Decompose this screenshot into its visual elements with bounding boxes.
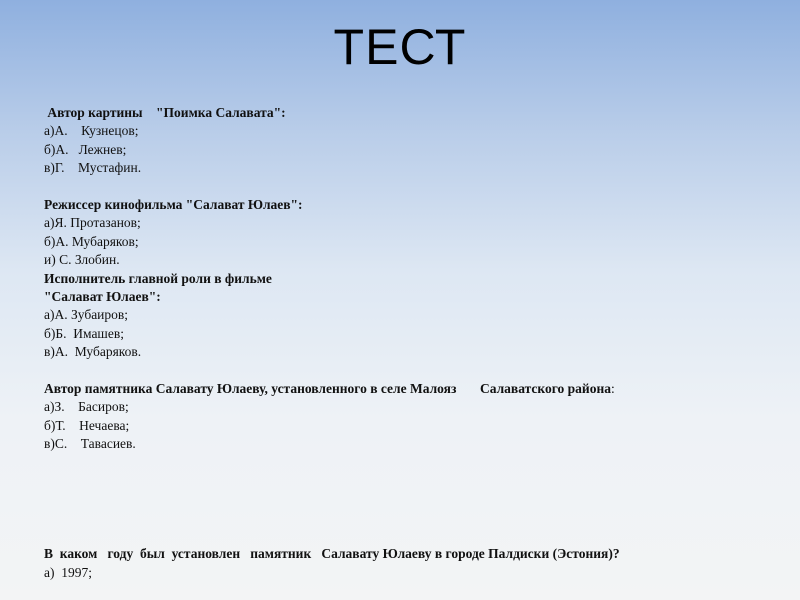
answer-option: в)А. Мубаряков. xyxy=(44,344,142,360)
question-main: Автор памятника Салавату Юлаеву, установленного в селе Малояз Салаватского района xyxy=(44,380,611,396)
spacer xyxy=(44,178,784,196)
answer-option: в)Г. Мустафин. xyxy=(44,160,142,176)
answer-option: б)Б. Имашев; xyxy=(44,325,124,341)
question-block-5 xyxy=(44,545,784,582)
answer-option: а)А. Зубаиров; xyxy=(44,307,129,323)
answer-option: а)А. Кузнецов; xyxy=(44,123,139,139)
question-text: В каком году был установлен памятник Салавату Юлаеву в городе Палдиски (Эстония)? xyxy=(44,546,620,562)
question-block-3 xyxy=(44,270,784,362)
answer-option: а)З. Басиров; xyxy=(44,399,129,415)
question-text: Автор картины "Поимка Салавата": xyxy=(44,105,286,120)
answer-option: в)С. Тавасиев. xyxy=(44,436,136,452)
answer-option: б)А. Лежнев; xyxy=(44,141,127,157)
question-tail: : xyxy=(611,380,615,396)
answer-option: а)Я. Протазанов; xyxy=(44,215,141,231)
question-text xyxy=(44,380,784,398)
slide-title: ТЕСТ xyxy=(333,19,467,75)
answer-option: б)Т. Нечаева; xyxy=(44,417,130,433)
question-text: Исполнитель главной роли в фильме xyxy=(44,270,272,286)
answer-option: б)А. Мубаряков; xyxy=(44,233,139,249)
question-block-2 xyxy=(44,196,784,270)
question-block-1 xyxy=(44,104,784,178)
question-text: Режиссер кинофильма "Салават Юлаев": xyxy=(44,196,303,212)
question-block-4 xyxy=(44,380,784,454)
answer-option: и) С. Злобин. xyxy=(44,252,120,268)
spacer xyxy=(44,361,784,379)
test-content xyxy=(44,104,784,582)
spacer xyxy=(44,453,784,545)
answer-option: а) 1997; xyxy=(44,564,92,580)
question-text-line2: "Салават Юлаев": xyxy=(44,288,161,304)
